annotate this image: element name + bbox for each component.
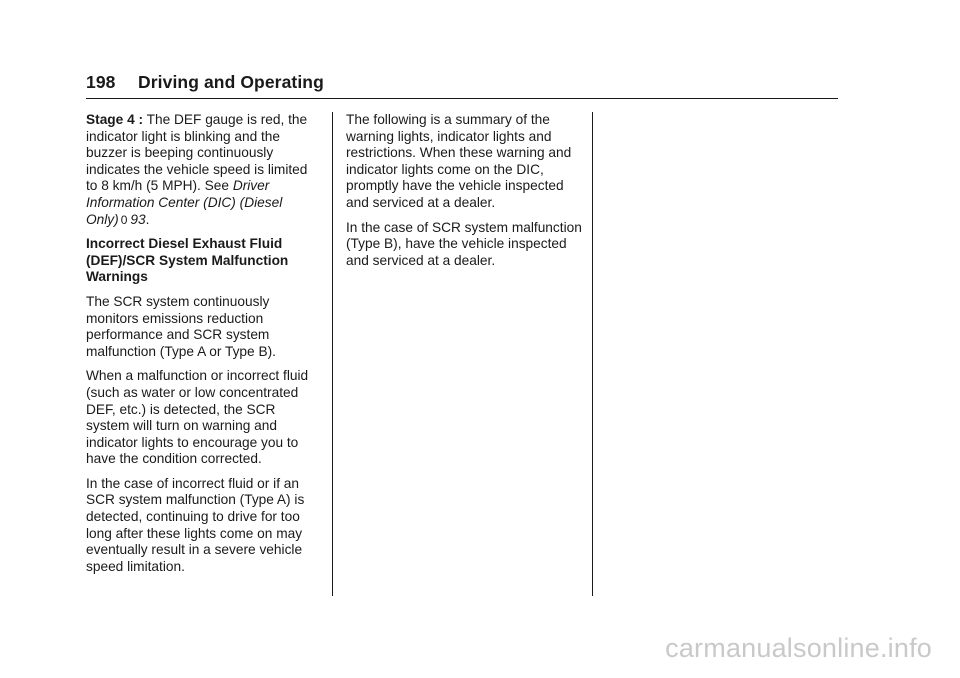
paragraph-speed-limitation: In the case of incorrect fluid or if an SCR system malfunction (Type A) is detected, continuing to drive for too long after these lights come on may eventually result in a severe vehicle speed limitation. [86, 475, 305, 574]
paragraph-summary: The following is a summary of the warning lights, indicator lights and restrictions. When these warning and indicator lights come on the DIC, promptly have the vehicle inspected and serviced at a dealer. [346, 112, 572, 210]
xref-period: . [145, 211, 150, 227]
section-heading: Incorrect Diesel Exhaust Fluid (DEF)/SCR System Malfunction Warnings [86, 236, 289, 285]
paragraph-type-b: In the case of SCR system malfunction (Type B), have the vehicle inspected and serviced at a dealer. [346, 219, 582, 268]
page-header [86, 72, 838, 93]
page-number: 198 [86, 72, 116, 92]
stage-text: The DEF gauge is red, the indicator light is blinking and the buzzer is beeping continuously indicates the vehicle speed is limited to 8 km/h (5 MPH). See [86, 112, 308, 194]
column-divider [332, 112, 333, 596]
stage-4-paragraph [86, 112, 322, 228]
stage-label: Stage 4 : [86, 112, 144, 127]
dic-page-reference-link[interactable]: 93 [130, 211, 146, 227]
column-divider [592, 112, 593, 596]
right-column [346, 112, 582, 277]
watermark: carmanualsonline.info [665, 633, 932, 663]
dic-cross-reference-link[interactable]: Driver Information Center (DIC) (Diesel Only) [86, 178, 283, 227]
left-column [86, 112, 322, 583]
page-reference-icon: 0 [120, 212, 128, 227]
header-rule [86, 98, 838, 99]
paragraph-malfunction-detected: When a malfunction or incorrect fluid (such as water or low concentrated DEF, etc.) is detected, the SCR system will turn on warning and indicator lights to encourage you to have the condition corrected. [86, 368, 309, 467]
section-title: Driving and Operating [138, 72, 324, 92]
paragraph-scr-monitoring: The SCR system continuously monitors emissions reduction performance and SCR system malfunction (Type A or Type B). [86, 293, 276, 359]
